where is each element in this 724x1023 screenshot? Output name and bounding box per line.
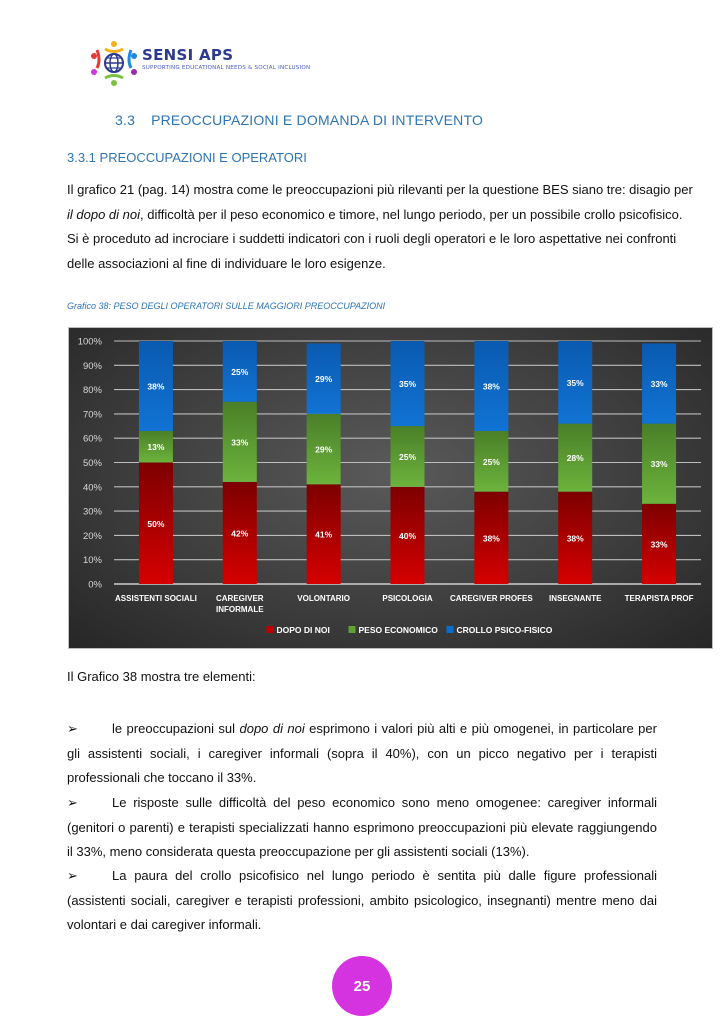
legend-label: DOPO DI NOI <box>276 625 330 635</box>
y-tick-label: 50% <box>82 458 102 469</box>
data-label: 41% <box>315 529 333 540</box>
section-heading <box>115 112 483 128</box>
y-tick-label: 100% <box>77 336 102 348</box>
bullet-text: esprimono i valori più alti e più omogenei, in particolare per gli assistenti sociali, i caregiver informali (sopra il 40%), con un picco negativo per i terapisti professionali che toccano il 33%. <box>67 721 657 785</box>
page-number-badge: 25 <box>332 956 392 1016</box>
x-category-label: INFORMALE <box>216 605 264 614</box>
globe-with-people-icon <box>88 38 140 88</box>
data-label: 25% <box>231 366 249 377</box>
sensi-aps-logo <box>88 38 358 88</box>
y-tick-label: 60% <box>82 433 102 445</box>
data-label: 50% <box>147 518 165 529</box>
legend-swatch <box>349 626 356 633</box>
intro-line: Si è proceduto ad incrociare i suddetti indicatori con i ruoli degli operatori e le loro aspettative nei confronti <box>67 231 677 246</box>
arrow-bullet-icon: ➢ <box>67 721 78 736</box>
chart-canvas <box>69 328 714 650</box>
y-tick-label: 70% <box>82 409 102 421</box>
analysis-bullet <box>67 791 657 865</box>
data-label: 29% <box>315 374 333 385</box>
intro-line: delle associazioni al fine di individuare le loro esigenze. <box>67 255 386 271</box>
legend-item <box>267 625 330 635</box>
data-label: 42% <box>231 528 249 539</box>
data-label: 25% <box>398 451 417 462</box>
legend-item <box>447 625 553 635</box>
brand-tagline: SUPPORTING EDUCATIONAL NEEDS & SOCIAL INCLUSION <box>142 65 311 71</box>
x-category-label: TERAPISTA PROF <box>624 594 694 603</box>
y-tick-label: 20% <box>82 530 102 542</box>
legend-swatch <box>447 626 454 633</box>
y-tick-label: 30% <box>82 506 102 518</box>
y-tick-label: 80% <box>82 385 102 397</box>
y-tick-label: 90% <box>82 360 102 372</box>
brand-name: SENSI APS <box>142 46 234 64</box>
y-tick-label: 0% <box>88 579 102 591</box>
x-category-label: INSEGNANTE <box>548 594 602 603</box>
intro-line <box>67 203 683 228</box>
bullet-text: le preoccupazioni sul <box>112 721 240 736</box>
analysis-intro: Il Grafico 38 mostra tre elementi: <box>67 669 256 684</box>
data-label: 38% <box>566 533 584 544</box>
data-label: 38% <box>482 381 500 392</box>
data-label: 28% <box>566 453 584 464</box>
legend-item <box>349 625 439 635</box>
y-tick-label: 40% <box>82 482 102 494</box>
x-category-label: VOLONTARIO <box>297 594 351 603</box>
data-label: 33% <box>231 437 249 448</box>
x-category-label: PSICOLOGIA <box>382 594 433 603</box>
legend-label: CROLLO PSICO-FISICO <box>456 625 553 635</box>
x-category-label: CAREGIVER <box>216 594 264 603</box>
intro-line: Il grafico 21 (pag. 14) mostra come le preoccupazioni più rilevanti per la questione BES siano tre: disagio per <box>67 182 693 197</box>
data-label: 38% <box>147 381 165 392</box>
data-label: 35% <box>566 377 584 388</box>
bullet-text: Le risposte sulle difficoltà del peso economico sono meno omogenee: caregiver informali (genitori o parenti) e terapisti specializzati hanno esprimono preoccupazioni più elevate raggiungendo il 33%, meno considerata questa preoccupazione per gli assistenti sociali (13%). <box>67 795 657 859</box>
data-label: 33% <box>650 539 668 550</box>
data-label: 33% <box>650 459 668 470</box>
data-label: 35% <box>398 379 417 390</box>
arrow-bullet-icon: ➢ <box>67 795 78 810</box>
data-label: 29% <box>315 444 333 455</box>
bullet-text: La paura del crollo psicofisico nel lungo periodo è sentita più dalle figure professionali (assistenti sociali, caregiver e terapisti professioni, ambito psicologico, insegnanti) mentre meno dai volontari e dai caregiver informali. <box>67 868 657 932</box>
legend-swatch <box>267 626 274 633</box>
x-category-label: CAREGIVER PROFES <box>450 594 533 603</box>
subsection-heading: 3.3.1 PREOCCUPAZIONI E OPERATORI <box>67 150 307 165</box>
analysis-bullet <box>67 864 657 938</box>
legend-label: PESO ECONOMICO <box>358 625 438 635</box>
data-label: 13% <box>147 442 165 453</box>
section-title: PREOCCUPAZIONI E DOMANDA DI INTERVENTO <box>151 112 484 128</box>
data-label: 40% <box>398 530 417 541</box>
data-label: 25% <box>482 456 500 467</box>
intro-line-rest: , difficoltà per il peso economico e timore, nel lungo periodo, per un possibile crollo psicofisico. <box>140 206 683 222</box>
section-number: 3.3 <box>115 112 136 128</box>
y-tick-label: 10% <box>82 555 102 567</box>
data-label: 38% <box>482 533 500 544</box>
bullet-italic: dopo di noi <box>239 721 305 736</box>
analysis-bullet <box>67 717 657 791</box>
stacked-bar-chart <box>68 327 713 649</box>
data-label: 33% <box>650 379 668 390</box>
intro-italic: il dopo di noi <box>67 206 140 222</box>
intro-paragraph <box>67 178 693 276</box>
x-category-label: ASSISTENTI SOCIALI <box>115 594 197 603</box>
arrow-bullet-icon: ➢ <box>67 868 78 883</box>
chart-caption: Grafico 38: PESO DEGLI OPERATORI SULLE MAGGIORI PREOCCUPAZIONI <box>67 301 386 311</box>
